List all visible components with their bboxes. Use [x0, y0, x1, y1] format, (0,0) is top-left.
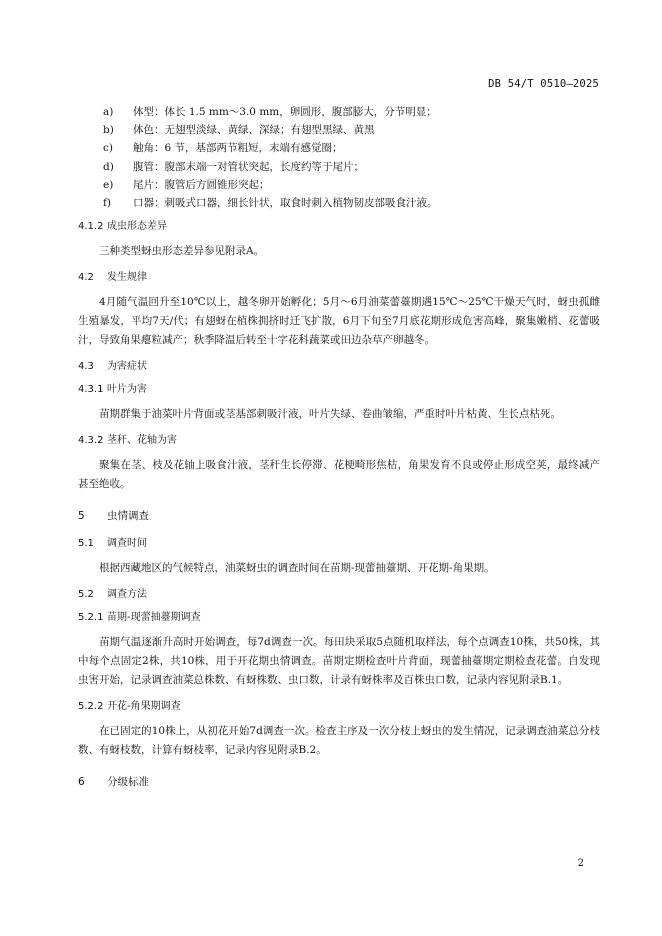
section-title: 分级标准: [107, 775, 149, 788]
list-text: 口器：刺吸式口器，细长针状，取食时刺入植物韧皮部吸食汁液。: [133, 196, 438, 209]
section-heading-4-2: [78, 271, 600, 284]
section-title: 发生规律: [107, 271, 147, 283]
section-heading-5-2: [78, 588, 600, 601]
list-label: a): [103, 106, 114, 118]
list-label: d): [103, 160, 114, 173]
section-heading-4-3-2: [78, 434, 600, 447]
list-item: [78, 197, 600, 210]
section-title: 虫情调查: [107, 509, 149, 522]
standard-code: DB 54/T 0510—2025: [488, 78, 599, 90]
section-number: 4.2: [78, 271, 94, 283]
list-text: 触角：6 节，基部两节粗短，末端有感觉圈；: [133, 142, 343, 155]
paragraph: 苗期气温逐渐升高时开始调查，每7d调查一次。每田块采取5点随机取样法，每个点调查10株，共50株，其中每个点固定2株，共10株，用于开花期虫情调查。苗期定期检查叶片背面，现蕾抽薹期定期检查花蕾。自发现虫害开始，记录调查油菜总株数、有蚜株数、虫口数，计录有蚜株率及百株虫口数，记录内容见附录B.1。: [78, 635, 600, 686]
list-item: [78, 106, 600, 119]
section-title: 苗期-现蕾抽薹期调查: [107, 611, 201, 623]
section-heading-5-2-1: [78, 611, 600, 624]
section-title: 调查时间: [107, 537, 147, 549]
paragraph: 三种类型蚜虫形态差异参见附录A。: [99, 244, 265, 257]
page-number: 2: [577, 858, 584, 869]
list-item: [78, 124, 600, 137]
section-heading-5: [78, 510, 600, 523]
section-number: 5.2: [78, 588, 94, 600]
list-label: f): [103, 196, 111, 209]
section-number: 5.1: [78, 537, 94, 549]
list-text: 体色：无翅型淡绿、黄绿、深绿；有翅型黑绿、黄黑: [133, 124, 375, 137]
section-number: 4.1.2: [78, 220, 104, 232]
list-text: 腹管：腹部末端一对管状突起，长度约等于尾片；: [133, 160, 364, 173]
paragraph: 聚集在茎、枝及花轴上吸食汁液，茎秆生长停滞、花梗畸形焦枯，角果发育不良或停止形成空荚，最终减产甚至绝收。: [78, 458, 600, 490]
page-content: [78, 106, 600, 803]
paragraph: 根据西藏地区的气候特点，油菜蚜虫的调查时间在苗期-现蕾抽薹期、开花期-角果期。: [99, 561, 495, 574]
section-title: 调查方法: [107, 588, 147, 600]
section-title: 成虫形态差异: [107, 220, 167, 232]
paragraph: 4月随气温回升至10℃以上，越冬卵开始孵化；5月～6月油菜蕾薹期遇15℃～25℃干燥天气时，蚜虫孤雌生殖暴发，平均7天/代；有翅蚜在植株拥挤时迁飞扩散，6月下旬至7月底花期形成危害高峰，聚集嫩梢、花蕾吸汁，导致角果瘪粒减产；秋季降温后转至十字花科蔬菜或田边杂草产卵越冬。: [78, 295, 600, 346]
section-title: 叶片为害: [107, 383, 147, 395]
list-text: 尾片：腹管后方圆锥形突起；: [133, 178, 270, 191]
section-title: 茎秆、花轴为害: [107, 434, 177, 446]
section-heading-4-1-2: [78, 220, 600, 233]
list-label: c): [103, 142, 113, 155]
section-title: 为害症状: [107, 360, 147, 372]
list-label: b): [103, 124, 114, 137]
list-item: [78, 142, 600, 155]
section-heading-4-3-1: [78, 383, 600, 396]
list-label: e): [103, 178, 114, 191]
section-number: 4.3: [78, 360, 94, 372]
list-text: 体型：体长 1.5 mm～3.0 mm，卵圆形，腹部膨大，分节明显；: [133, 106, 437, 118]
section-heading-5-1: [78, 537, 600, 550]
section-number: 5.2.2: [78, 700, 104, 712]
section-number: 5: [78, 509, 85, 522]
section-number: 6: [78, 775, 85, 788]
paragraph: 苗期群集于油菜叶片背面或茎基部刺吸汁液，叶片失绿、卷曲皱缩，严重时叶片枯黄、生长点枯死。: [99, 407, 561, 420]
section-number: 4.3.2: [78, 434, 104, 446]
section-number: 5.2.1: [78, 611, 104, 623]
section-heading-4-3: [78, 360, 600, 373]
list-item: [78, 161, 600, 174]
section-title: 开花-角果期调查: [107, 700, 181, 712]
section-number: 4.3.1: [78, 383, 104, 395]
list-item: [78, 179, 600, 192]
section-heading-5-2-2: [78, 700, 600, 713]
paragraph: 在已固定的10株上，从初花开始7d调查一次。检查主序及一次分枝上蚜虫的发生情况，记录调查油菜总分枝数、有蚜枝数，计算有蚜枝率，记录内容见附录B.2。: [78, 724, 600, 756]
section-heading-6: [78, 776, 600, 789]
